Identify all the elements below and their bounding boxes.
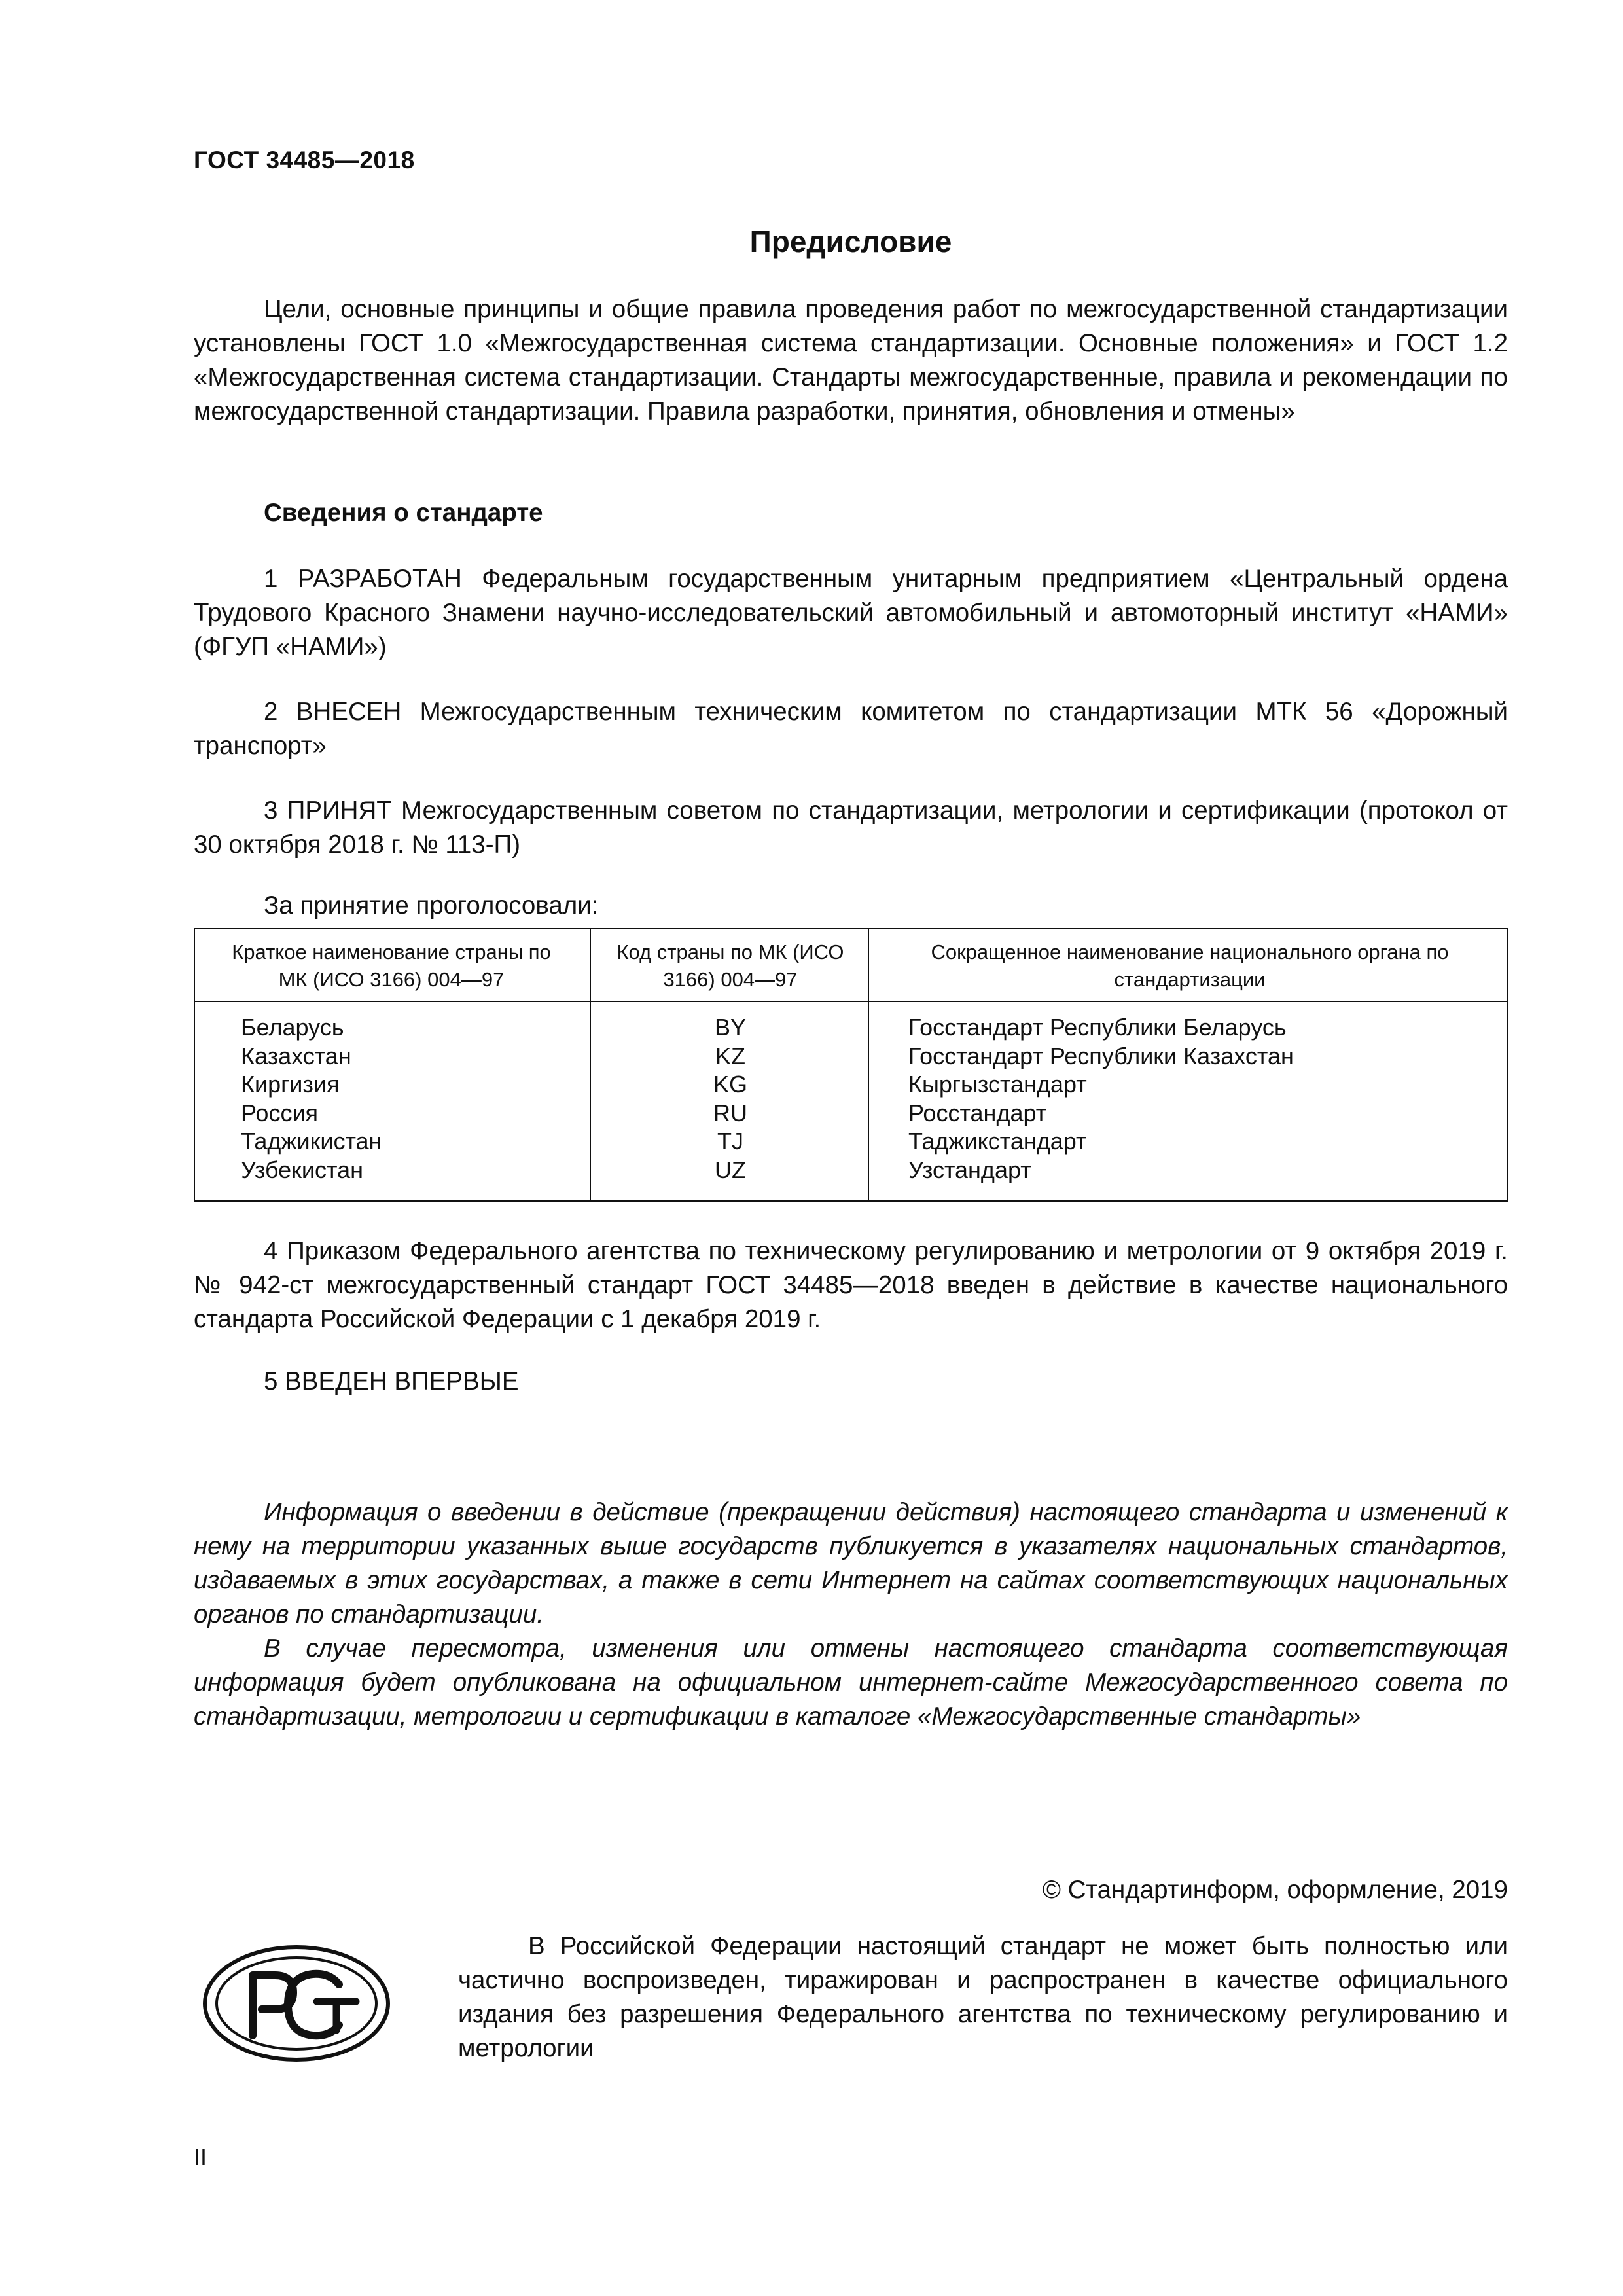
rst-certification-logo <box>202 1944 391 2063</box>
table-column-code <box>662 1013 799 1184</box>
table-cell-body: Узстандарт <box>908 1156 1031 1183</box>
foreword-intro-paragraph: Цели, основные принципы и общие правила проведения работ по межгосударственной стандартизации установлены ГОСТ 1.0 «Межгосударственная система стандартизации. Основные положения» и ГОСТ 1.2 «Межгосударственная система стандартизации. Стандарты межгосударственные, правила и рекомендации по межгосударственной стандартизации. Правила разработки, принятия, обновления и отмены» <box>194 295 1508 425</box>
table-cell-code: BY <box>714 1014 747 1041</box>
revision-info-paragraph: В случае пересмотра, изменения или отмены настоящего стандарта соответствующая информация будет опубликована на официальном интернет-сайте Межгосударственного совета по стандартизации, метрологии и сертификации в каталоге «Межгосударственные стандарты» <box>194 1634 1508 1731</box>
item-developed: 1 РАЗРАБОТАН Федеральным государственным унитарным предприятием «Центральный ордена Трудового Красного Знамени научно-исследовательский автомобильный и автомоторный институт «НАМИ» (ФГУП «НАМИ») <box>194 565 1508 661</box>
table-cell-country: Россия <box>241 1099 319 1126</box>
table-cell-code: KG <box>713 1071 747 1098</box>
table-cell-code: RU <box>713 1099 747 1126</box>
item-first-introduced: 5 ВВЕДЕН ВПЕРВЫЕ <box>264 1367 519 1395</box>
table-cell-body: Госстандарт Республики Казахстан <box>908 1042 1294 1069</box>
table-cell-code: TJ <box>717 1128 743 1155</box>
table-cell-country: Беларусь <box>241 1014 344 1041</box>
document-page <box>194 0 1508 2296</box>
table-cell-body: Таджикстандарт <box>908 1128 1087 1155</box>
voting-table <box>194 928 1508 1202</box>
table-cell-code: UZ <box>715 1156 746 1183</box>
item-submitted: 2 ВНЕСЕН Межгосударственным техническим комитетом по стандартизации МТК 56 «Дорожный транспорт» <box>194 698 1508 760</box>
table-cell-code: KZ <box>715 1042 745 1069</box>
table-column-country <box>241 1013 382 1184</box>
table-divider <box>868 929 869 1200</box>
page-number: II <box>194 2144 207 2170</box>
table-header-country: Краткое наименование страны по МК (ИСО 3166) 004—97 <box>232 941 551 991</box>
table-cell-body: Росстандарт <box>908 1099 1047 1126</box>
table-header-body: Сокращенное наименование национального органа по стандартизации <box>931 941 1449 991</box>
reproduction-notice: В Российской Федерации настоящий стандарт не может быть полностью или частично воспроизведен, тиражирован и распространен в качестве официального издания без разрешения Федерального агентства по техническому регулированию и метрологии <box>458 1932 1508 2062</box>
item-adopted: 3 ПРИНЯТ Межгосударственным советом по стандартизации, метрологии и сертификации (протокол от 30 октября 2018 г. № 113-П) <box>194 797 1508 859</box>
table-header-divider <box>195 1001 1507 1002</box>
voted-label: За принятие проголосовали: <box>264 891 599 920</box>
table-divider <box>590 929 591 1200</box>
item-enactment-order: 4 Приказом Федерального агентства по техническому регулированию и метрологии от 9 октября 2019 г. № 942-ст межгосударственный стандарт ГОСТ 34485—2018 введен в действие в качестве национального стандарта Российской Федерации с 1 декабря 2019 г. <box>194 1237 1508 1333</box>
table-cell-country: Киргизия <box>241 1071 340 1098</box>
table-column-body <box>908 1013 1294 1184</box>
standard-designation: ГОСТ 34485—2018 <box>194 147 415 173</box>
foreword-title: Предисловие <box>749 224 952 259</box>
standard-info-heading: Сведения о стандарте <box>264 499 543 527</box>
table-header-code: Код страны по МК (ИСО 3166) 004—97 <box>616 941 844 991</box>
table-cell-body: Кыргызстандарт <box>908 1071 1087 1098</box>
table-cell-body: Госстандарт Республики Беларусь <box>908 1014 1287 1041</box>
copyright-line: © Стандартинформ, оформление, 2019 <box>1042 1876 1508 1904</box>
table-cell-country: Узбекистан <box>241 1156 364 1183</box>
table-cell-country: Казахстан <box>241 1042 351 1069</box>
table-cell-country: Таджикистан <box>241 1128 382 1155</box>
info-publication-paragraph: Информация о введении в действие (прекращении действия) настоящего стандарта и изменений к нему на территории указанных выше государств публикуется в указателях национальных стандартов, издаваемых в этих государствах, а также в сети Интернет на сайтах соответствующих национальных органов по стандартизации. <box>194 1498 1508 1628</box>
